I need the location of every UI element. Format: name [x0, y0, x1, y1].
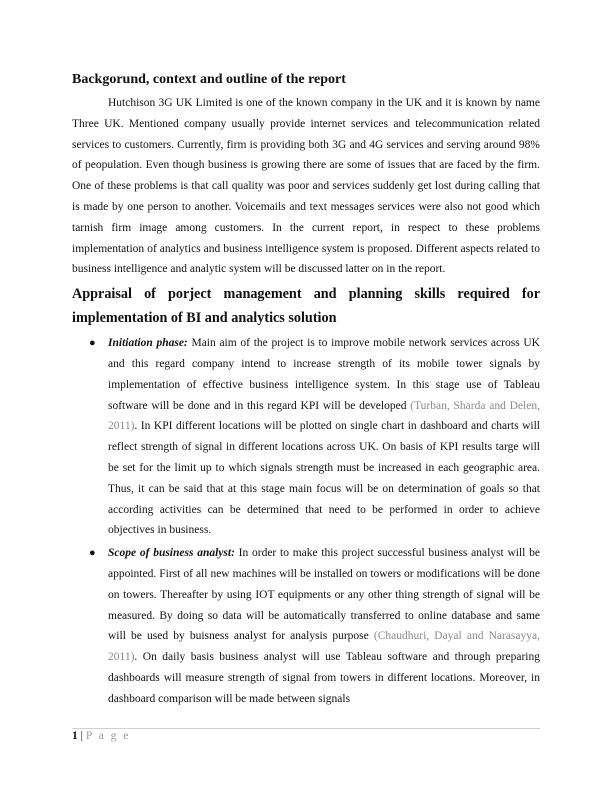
bullet-scope-business-analyst	[72, 543, 540, 709]
page-number: 1	[72, 730, 78, 742]
phase-bullet-list	[72, 333, 540, 709]
bullet-text: In order to make this project successful business analyst will be appointed. First of all new machines will be installed on towers or modifications will be done on towers. Thereafter by using IOT equipments or any other thing strength of signal will be measured. By doing so data will be automatically transferred to online database and same will be used by buisness analyst for analysis purpose	[108, 547, 540, 643]
bullet-term: Initiation phase:	[108, 337, 188, 350]
citation-link[interactable]: (Chaudhuri, Dayal and Narasayya, 2011)	[108, 630, 540, 664]
bullet-icon: ●	[89, 547, 96, 560]
footer-divider	[72, 728, 540, 729]
bullet-icon: ●	[89, 337, 96, 350]
page-footer	[72, 730, 130, 742]
bullet-term: Scope of business analyst:	[108, 547, 235, 560]
section-heading-background: Backgorund, context and outline of the report	[72, 72, 346, 87]
bullet-text-continued: . In KPI different locations will be plotted on single chart in dashboard and charts will reflect strength of signal in different locations across UK. On basis of KPI results targe will be set for the limit up to which signals strength must be increased in each geographic area. Thus, it can be said that at this stage main focus will be on determination of goals so that according activities can be determined that need to be performed in order to achieve objectives in business.	[108, 420, 540, 537]
report-page-content	[72, 70, 540, 712]
citation-link[interactable]: (Turban, Sharda and Delen, 2011)	[108, 399, 540, 433]
page-label: P a g e	[85, 730, 131, 742]
bullet-text-continued: . On daily basis business analyst will use Tableau software and through preparing dashboards will measure strength of signal from towers in different locations. Moreover, in dashboard comparison will be made between signals	[108, 651, 540, 705]
bullet-initiation-phase	[72, 333, 540, 541]
bullet-text: Main aim of the project is to improve mobile network services across UK and this regard company intend to increase strength of its mobile tower signals by implementation of effective business intelligence system. In this stage use of Tableau software will be done and in this regard KPI will be developed	[108, 337, 540, 412]
background-paragraph: Hutchison 3G UK Limited is one of the known company in the UK and it is known by name Three UK. Mentioned company usually provide internet services and telecommunication related services to customers. Currently, firm is providing both 3G and 4G services and serving around 98% of peopulation. Even though business is growing there are some of issues that are faced by the firm. One of these problems is that call quality was poor and services suddenly get lost during calling that is made by one person to another. Voicemails and text messages services were also not good which tarnish firm image among customers. In the current report, in respect to these problems implementation of analytics and business intelligence system is proposed. Different aspects related to business intelligence and analytic system will be discussed latter on in the report.	[72, 97, 540, 276]
footer-separator: |	[77, 730, 86, 742]
section-heading-appraisal: Appraisal of porject management and planning skills required for implementation of BI and analytics solution	[72, 286, 540, 327]
